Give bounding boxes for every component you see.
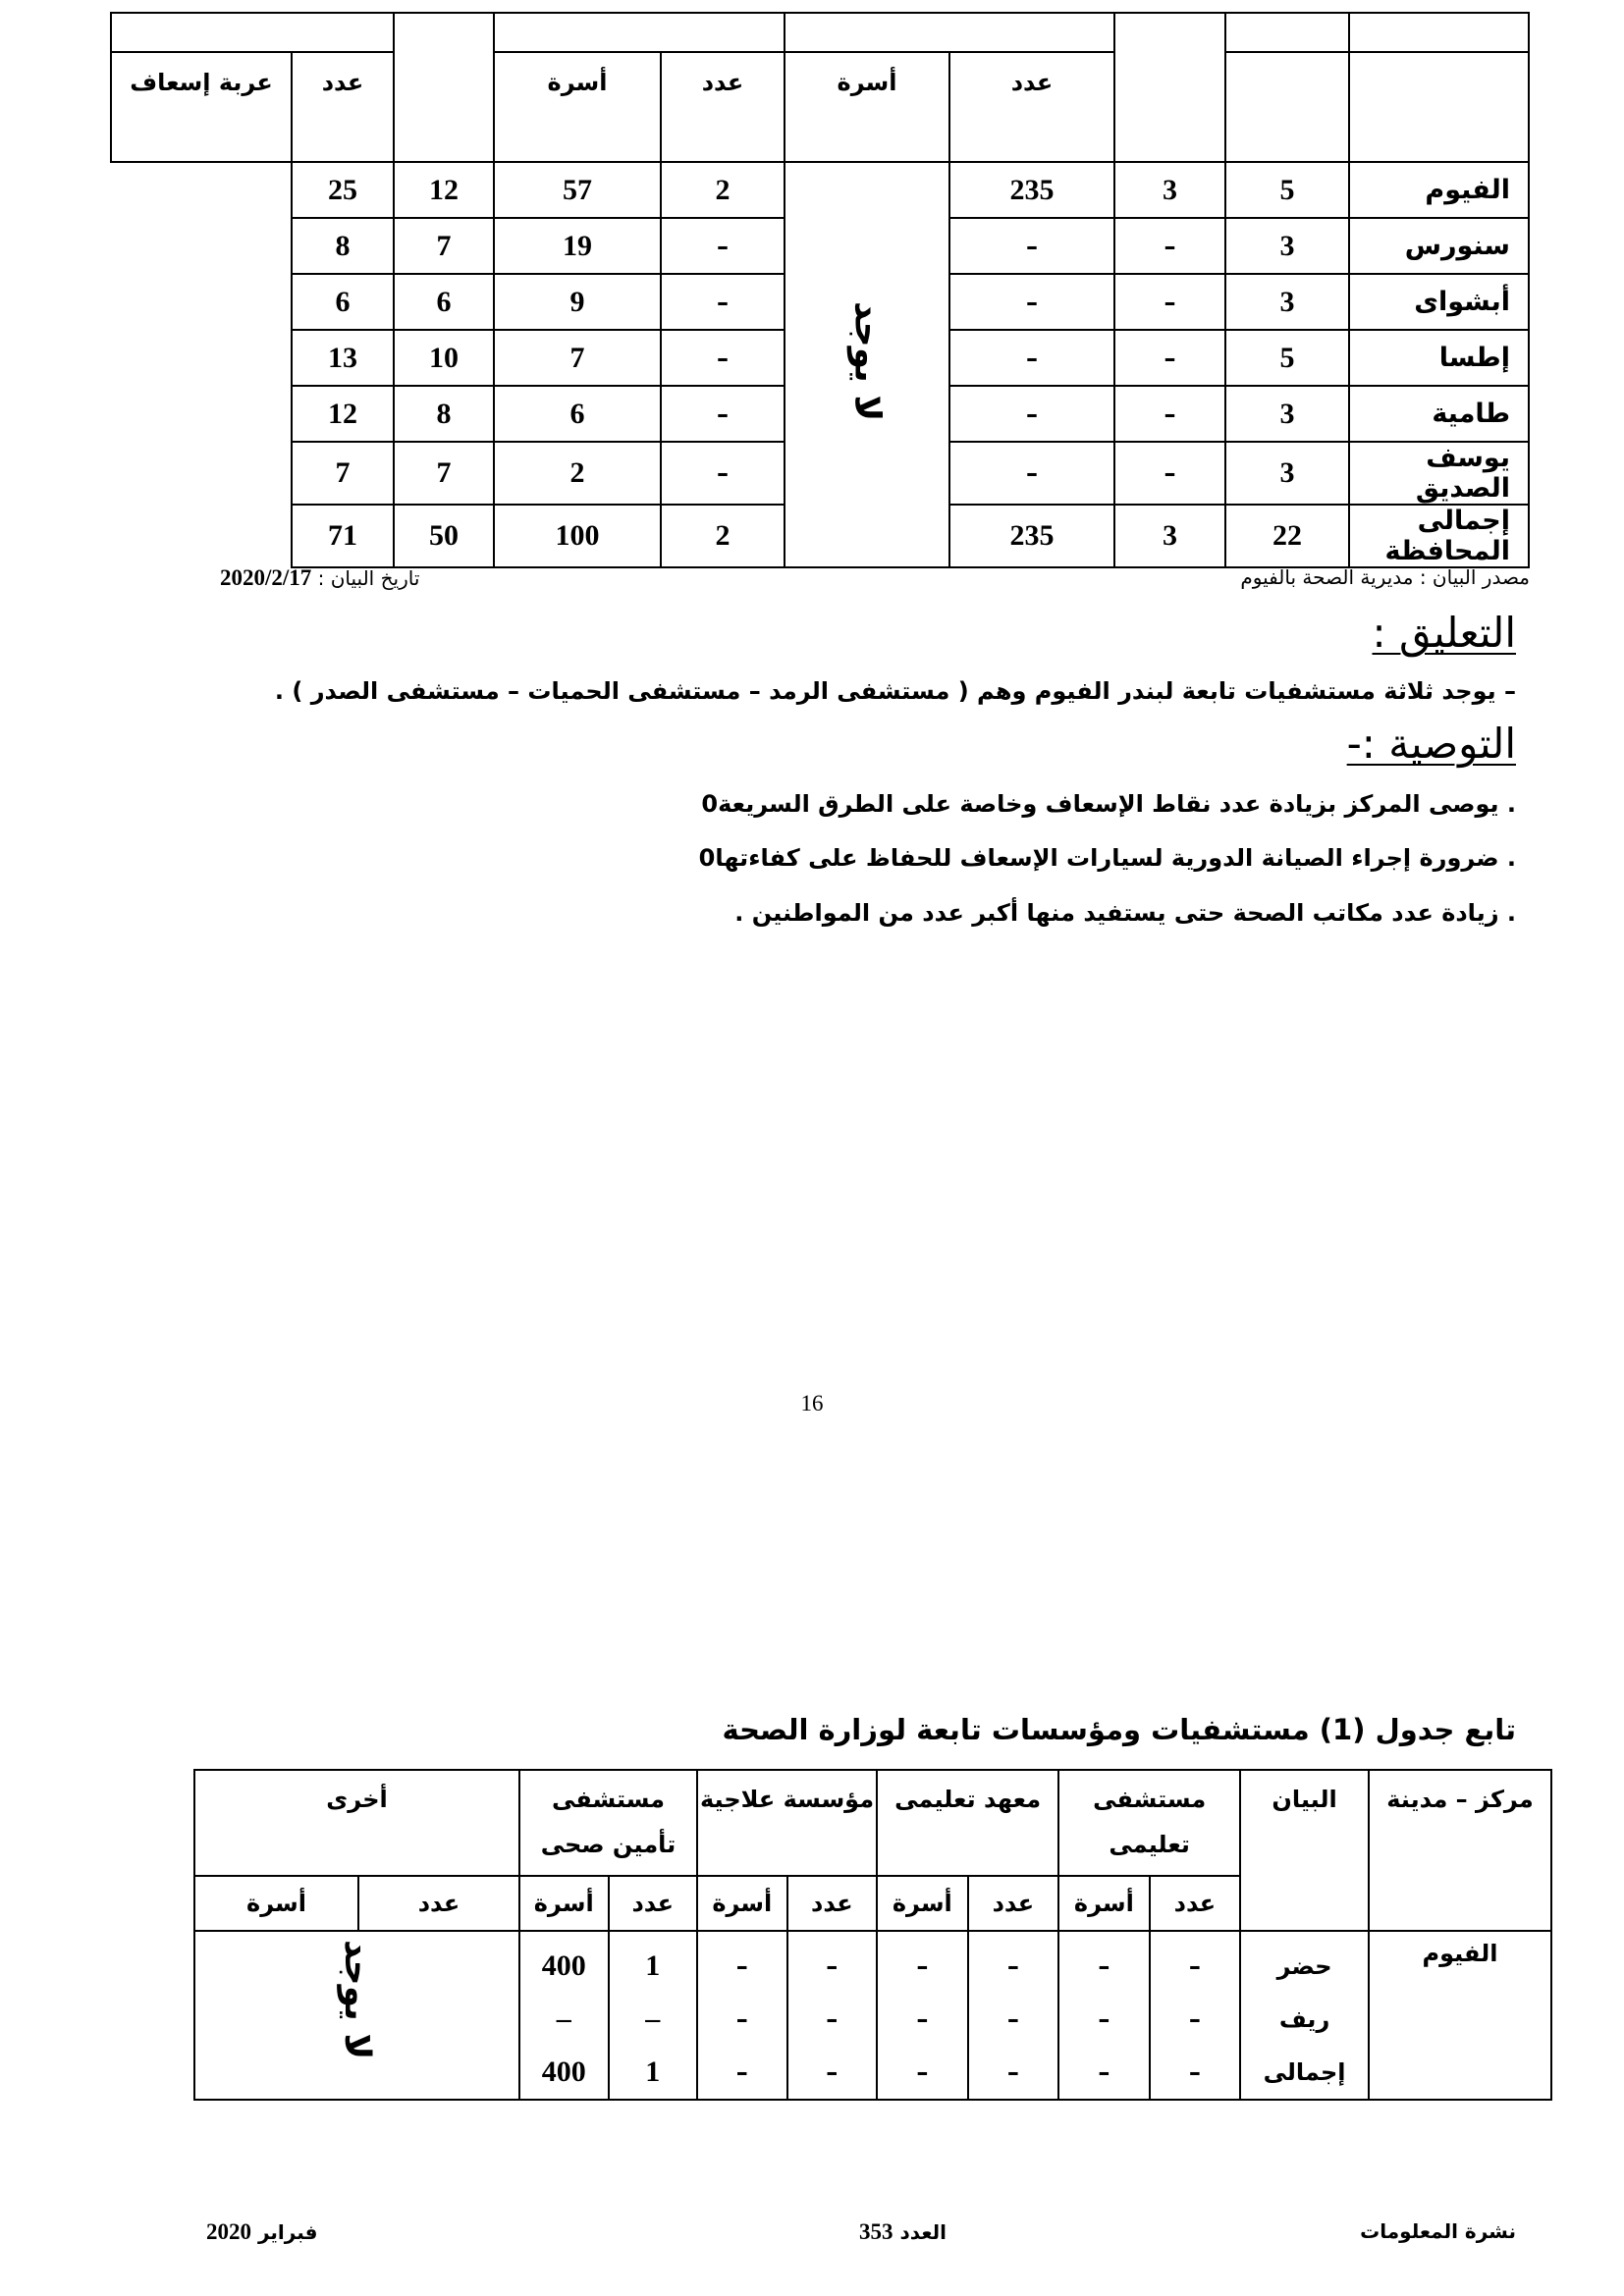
cell: – <box>1114 386 1225 442</box>
cell: 8 <box>394 386 494 442</box>
header-beds: أسرة <box>494 52 661 162</box>
comment-heading: التعليق : <box>1372 609 1516 657</box>
cell: 3 <box>1114 505 1225 567</box>
none-merged-cell: لا يوجد <box>785 162 949 567</box>
footer-publication: نشرة المعلومات <box>1360 2219 1516 2243</box>
cell-stack: – – – <box>1058 1931 1150 2100</box>
cell: 13 <box>292 330 394 386</box>
header-beds: أسرة <box>697 1876 787 1931</box>
data-date: تاريخ البيان : 2020/2/17 <box>220 565 420 590</box>
cell-stack: – – – <box>787 1931 878 2100</box>
header-beds: أسرة <box>785 52 949 162</box>
hospitals-institutions-table <box>193 1769 1552 2101</box>
cell: – <box>1114 442 1225 505</box>
cell: – <box>949 218 1114 274</box>
cell: 100 <box>494 505 661 567</box>
header-count: عدد <box>358 1876 519 1931</box>
header-beds: أسرة <box>194 1876 358 1931</box>
cell: 6 <box>494 386 661 442</box>
cell: – <box>949 386 1114 442</box>
header-group: أخرى <box>194 1770 519 1876</box>
cell: 3 <box>1225 218 1349 274</box>
header-group: مستشفى تعليمى <box>1058 1770 1240 1876</box>
cell: – <box>1114 218 1225 274</box>
cell: 8 <box>292 218 394 274</box>
table-header-row-top <box>111 13 1529 52</box>
cell: 10 <box>394 330 494 386</box>
cell: 22 <box>1225 505 1349 567</box>
cell: 57 <box>494 162 661 218</box>
area-name: إجمالى المحافظة <box>1349 505 1529 567</box>
cell: 3 <box>1225 274 1349 330</box>
cell: 7 <box>494 330 661 386</box>
header-count: عدد <box>661 52 785 162</box>
cell: 12 <box>394 162 494 218</box>
cell: – <box>949 330 1114 386</box>
cell: 3 <box>1225 386 1349 442</box>
header-count: عدد <box>949 52 1114 162</box>
table-header-row <box>194 1770 1551 1876</box>
cell: 3 <box>1114 162 1225 218</box>
row-labels: حضر ريف إجمالى <box>1240 1931 1369 2100</box>
header-group: مستشفى تأمين صحى <box>519 1770 697 1876</box>
hospitals-summary-table <box>110 12 1530 568</box>
cell-stack: – – – <box>1150 1931 1241 2100</box>
recommendation-item: . زيادة عدد مكاتب الصحة حتى يستفيد منها أكبر عدد من المواطنين . <box>734 899 1516 927</box>
header-group: معهد تعليمى <box>877 1770 1058 1876</box>
cell: 235 <box>949 505 1114 567</box>
cell-stack: – – – <box>877 1931 968 2100</box>
header-data: البيان <box>1240 1770 1369 1931</box>
insurance-count: 1 – 1 <box>609 1931 698 2100</box>
cell: – <box>661 442 785 505</box>
comment-text: – يوجد ثلاثة مستشفيات تابعة لبندر الفيوم وهم ( مستشفى الرمد – مستشفى الحميات – مستشفى الصدر ) . <box>274 677 1516 705</box>
cell: 5 <box>1225 330 1349 386</box>
header-count: عدد <box>1150 1876 1241 1931</box>
cell: 7 <box>394 442 494 505</box>
cell: 9 <box>494 274 661 330</box>
recommendation-item: . ضرورة إجراء الصيانة الدورية لسيارات الإسعاف للحفاظ على كفاءتها0 <box>698 844 1516 872</box>
cell: – <box>661 330 785 386</box>
recommendation-item: . يوصى المركز بزيادة عدد نقاط الإسعاف وخاصة على الطرق السريعة0 <box>701 790 1516 818</box>
header-count: عدد <box>787 1876 878 1931</box>
footer-date: فبراير 2020 <box>206 2219 318 2244</box>
none-merged-cell: لا يوجد <box>194 1931 519 2100</box>
cell: 71 <box>292 505 394 567</box>
cell: – <box>1114 274 1225 330</box>
cell: 50 <box>394 505 494 567</box>
cell: 5 <box>1225 162 1349 218</box>
recommendation-heading: التوصية :- <box>1346 720 1516 768</box>
cell: – <box>661 218 785 274</box>
header-beds: أسرة <box>1058 1876 1150 1931</box>
cell: 235 <box>949 162 1114 218</box>
center-name: الفيوم <box>1369 1931 1551 2100</box>
table-header-row-sub <box>111 52 1529 162</box>
header-group: مؤسسة علاجية <box>697 1770 877 1876</box>
cell: 19 <box>494 218 661 274</box>
table-row <box>111 162 1529 218</box>
cell: 6 <box>394 274 494 330</box>
cell: 25 <box>292 162 394 218</box>
area-name: طامية <box>1349 386 1529 442</box>
cell: – <box>661 274 785 330</box>
cell: – <box>949 274 1114 330</box>
cell: 2 <box>661 162 785 218</box>
cell: 3 <box>1225 442 1349 505</box>
footer-issue: العدد 353 <box>859 2219 947 2244</box>
table-row <box>194 1931 1551 2100</box>
area-name: يوسف الصديق <box>1349 442 1529 505</box>
header-count: عدد <box>292 52 394 162</box>
area-name: إطسا <box>1349 330 1529 386</box>
area-name: أبشواى <box>1349 274 1529 330</box>
insurance-beds: 400 – 400 <box>519 1931 609 2100</box>
table-title: تابع جدول (1) مستشفيات ومؤسسات تابعة لوزارة الصحة <box>722 1713 1516 1746</box>
cell-stack: – – – <box>968 1931 1059 2100</box>
data-source: مصدر البيان : مديرية الصحة بالفيوم <box>1240 565 1530 589</box>
cell: 12 <box>292 386 394 442</box>
header-center: مركز – مدينة <box>1369 1770 1551 1931</box>
cell: – <box>661 386 785 442</box>
cell: 2 <box>661 505 785 567</box>
cell: 6 <box>292 274 394 330</box>
header-count: عدد <box>609 1876 698 1931</box>
area-name: سنورس <box>1349 218 1529 274</box>
header-beds: أسرة <box>519 1876 609 1931</box>
cell: 2 <box>494 442 661 505</box>
area-name: الفيوم <box>1349 162 1529 218</box>
header-beds: أسرة <box>877 1876 968 1931</box>
header-count: عدد <box>968 1876 1059 1931</box>
cell: – <box>949 442 1114 505</box>
cell-stack: – – – <box>697 1931 787 2100</box>
cell: – <box>1114 330 1225 386</box>
cell: 7 <box>394 218 494 274</box>
header-ambulance: عربة إسعاف <box>111 52 292 162</box>
cell: 7 <box>292 442 394 505</box>
page-number: 16 <box>800 1391 824 1415</box>
